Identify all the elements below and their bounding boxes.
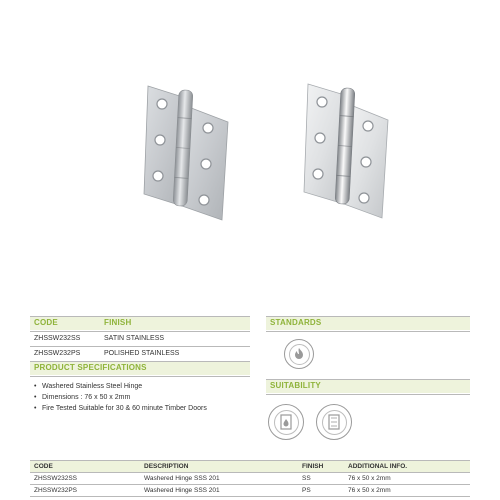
order-header-code: CODE [34,463,53,470]
specs-header-code: CODE [34,318,58,327]
order-row-1-finish: SS [302,475,311,482]
order-header-finish: FINISH [302,463,324,470]
table-row [30,473,470,484]
order-header-description: DESCRIPTION [144,463,189,470]
hinge-satin-image [110,78,245,223]
order-row-2-description: Washered Hinge SSS 201 [144,487,220,494]
hinge-polished-image [268,76,403,221]
order-row-1-info: 76 x 50 x 2mm [348,475,391,482]
standards-heading: STANDARDS [270,318,322,327]
product-specs-rule [30,376,250,377]
specs-row-2-code: ZHSSW232PS [34,350,81,357]
specs-row-1-code: ZHSSW232SS [34,335,81,342]
fire-test-badge-icon [284,339,314,369]
order-row-1-code: ZHSSW232SS [34,475,77,482]
suitability-rule [266,394,470,395]
table-row [30,485,470,496]
standards-rule [266,331,470,332]
product-specs-heading: PRODUCT SPECIFICATIONS [34,363,147,372]
specs-header-band [30,317,250,330]
order-header-info: ADDITIONAL INFO. [348,463,408,470]
specs-row-1-finish: SATIN STAINLESS [104,335,165,342]
order-row-1-description: Washered Hinge SSS 201 [144,475,220,482]
order-header-row [30,461,470,472]
suitability-heading: SUITABILITY [270,381,321,390]
timber-door-badge-icon [316,404,352,440]
product-spec-item: • Dimensions : 76 x 50 x 2mm [34,392,207,403]
order-row-2-code: ZHSSW232PS [34,487,77,494]
product-specs-list [34,381,207,414]
product-spec-item: • Washered Stainless Steel Hinge [34,381,207,392]
order-row-2-rule [30,496,470,497]
product-spec-item: • Fire Tested Suitable for 30 & 60 minute Timber Doors [34,403,207,414]
order-row-2-info: 76 x 50 x 2mm [348,487,391,494]
fire-door-badge-icon [268,404,304,440]
specs-header-finish: FINISH [104,318,132,327]
specs-row-2-finish: POLISHED STAINLESS [104,350,180,357]
order-row-2-finish: PS [302,487,311,494]
